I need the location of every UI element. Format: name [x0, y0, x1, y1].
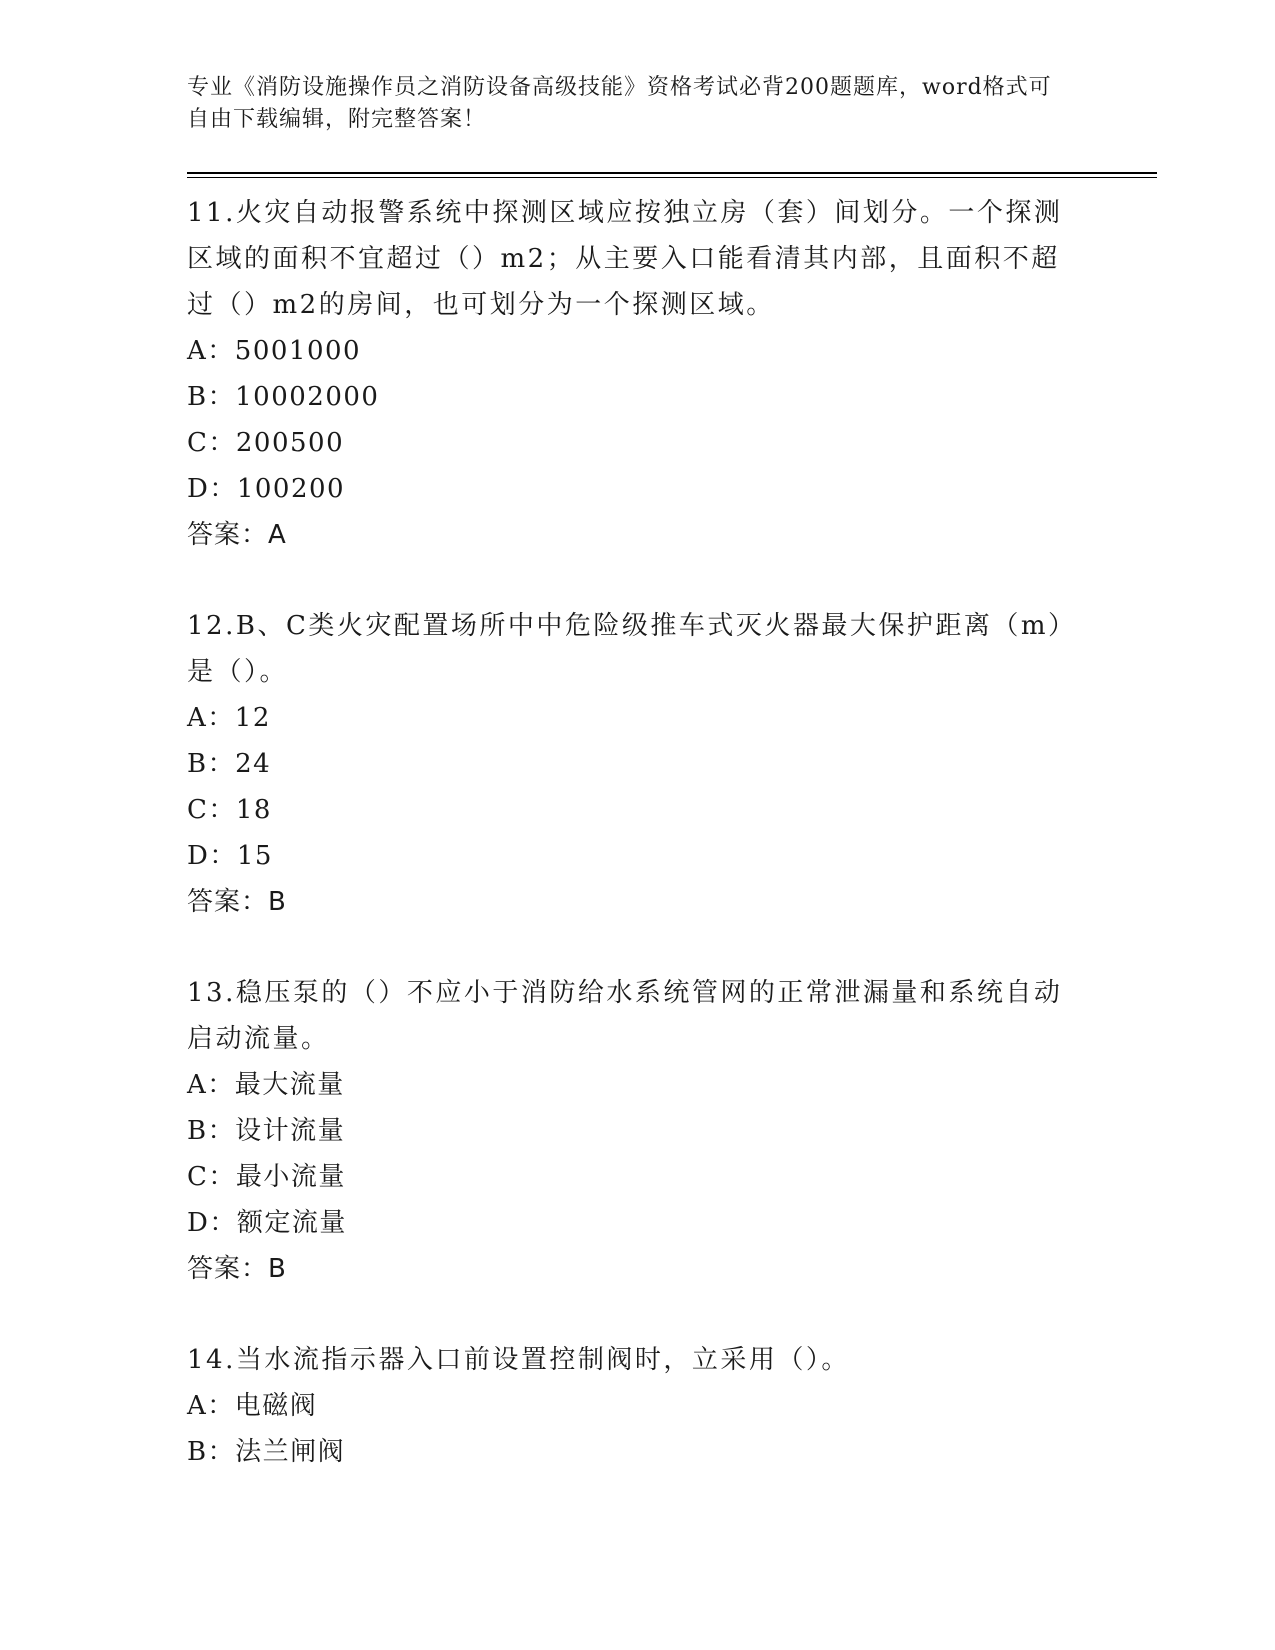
- option-b: B：设计流量: [187, 1116, 346, 1146]
- option-b: B：24: [187, 749, 272, 779]
- option-b: B：10002000: [187, 382, 380, 412]
- question-list: [187, 190, 1157, 1475]
- question-13: [187, 970, 1157, 1292]
- document-page: [187, 72, 1157, 1520]
- question-stem: 11.火灾自动报警系统中探测区域应按独立房（套）间划分。一个探测区域的面积不宜超过（）m2；从主要入口能看清其内部，且面积不超过（）m2的房间，也可划分为一个探测区域。: [187, 198, 1063, 320]
- option-a: A：最大流量: [187, 1070, 345, 1100]
- answer-line: 答案：B: [187, 887, 287, 917]
- question-stem: 12.B、C类火灾配置场所中中危险级推车式灭火器最大保护距离（m）是（）。: [187, 611, 1077, 687]
- option-a: A：电磁阀: [187, 1391, 318, 1421]
- option-c: C：18: [187, 795, 272, 825]
- option-d: D：15: [187, 841, 273, 871]
- header-divider: [187, 172, 1157, 178]
- question-14: [187, 1337, 1157, 1475]
- answer-line: 答案：A: [187, 520, 287, 550]
- option-a: A：12: [187, 703, 271, 733]
- question-12: [187, 603, 1157, 925]
- document-header: 专业《消防设施操作员之消防设备高级技能》资格考试必背200题题库，word格式可自由下载编辑，附完整答案！: [187, 75, 1052, 132]
- option-d: D：100200: [187, 474, 346, 504]
- answer-line: 答案：B: [187, 1254, 287, 1284]
- question-11: [187, 190, 1157, 558]
- question-stem: 14.当水流指示器入口前设置控制阀时，立采用（）。: [187, 1345, 850, 1375]
- option-b: B：法兰闸阀: [187, 1437, 346, 1467]
- option-a: A：5001000: [187, 336, 362, 366]
- question-stem: 13.稳压泵的（）不应小于消防给水系统管网的正常泄漏量和系统自动启动流量。: [187, 978, 1063, 1054]
- option-c: C：最小流量: [187, 1162, 346, 1192]
- option-c: C：200500: [187, 428, 345, 458]
- option-d: D：额定流量: [187, 1208, 347, 1238]
